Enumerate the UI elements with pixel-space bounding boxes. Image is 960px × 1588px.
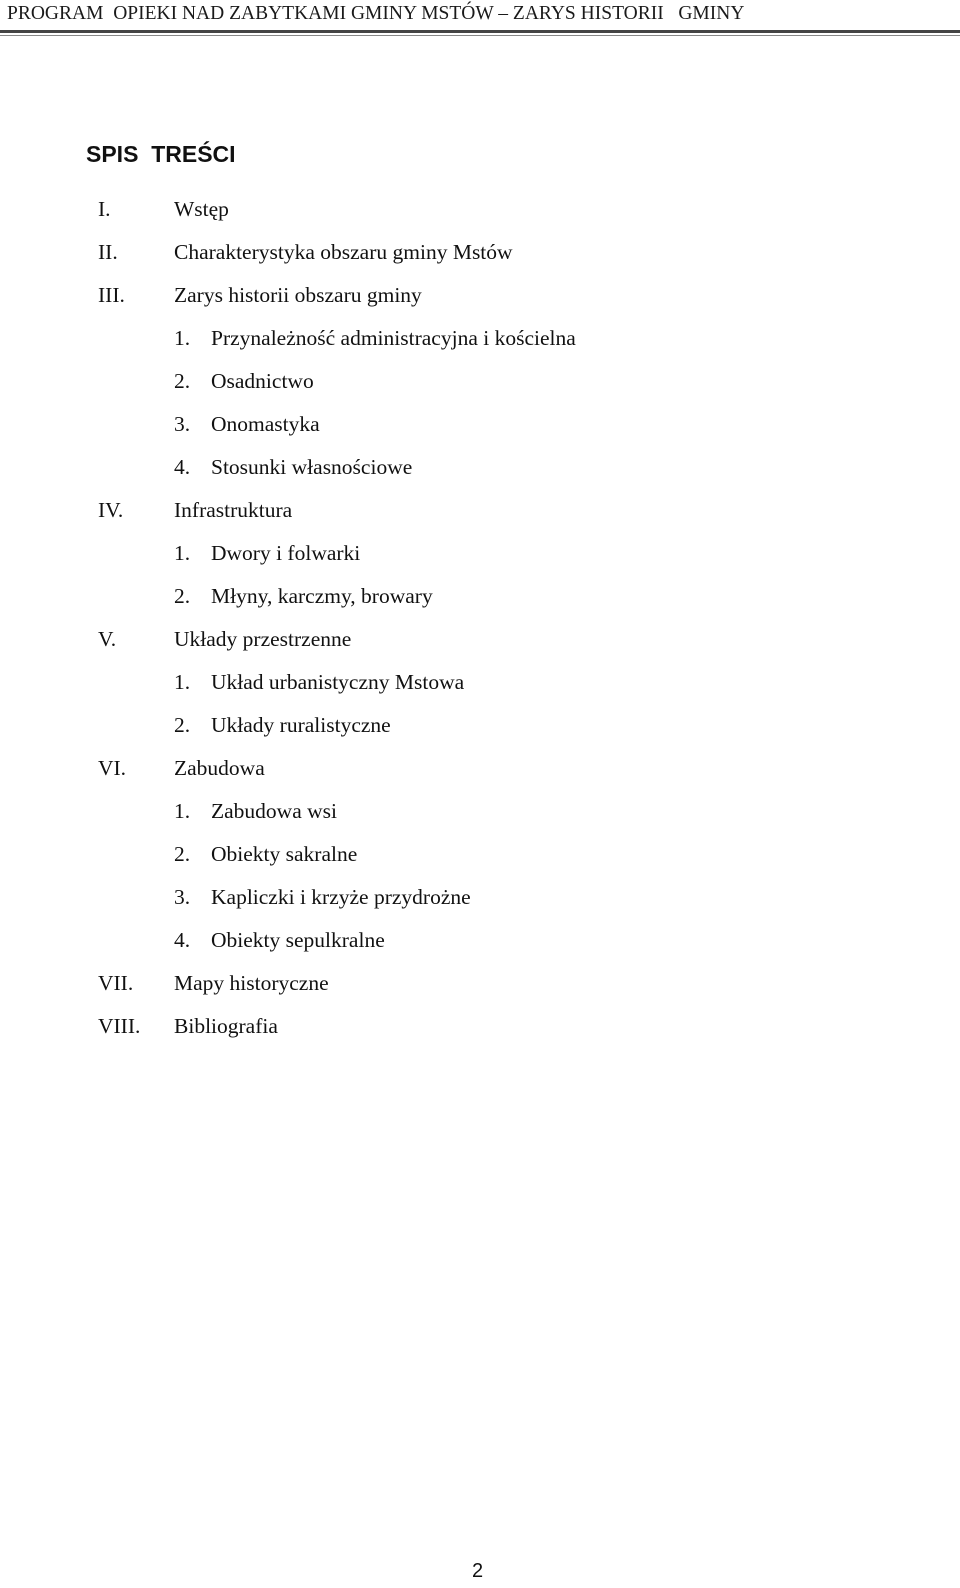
- toc-subentry-number: 1.: [174, 541, 191, 565]
- toc-subentry-text: Układy ruralistyczne: [211, 713, 391, 737]
- toc-subentry-text: Obiekty sakralne: [211, 842, 358, 866]
- toc-subentry-number: 1.: [174, 670, 191, 694]
- page-number: 2: [472, 1560, 484, 1582]
- toc-subentry-number: 1.: [174, 799, 191, 823]
- toc-entry-text: Zarys historii obszaru gminy: [174, 283, 422, 307]
- header-rule-thin: [0, 35, 960, 36]
- toc-entry-text: Bibliografia: [174, 1014, 278, 1038]
- toc-entry-number: I.: [98, 197, 111, 221]
- toc-subentry-text: Dwory i folwarki: [211, 541, 361, 565]
- toc-entry-number: II.: [98, 240, 118, 264]
- toc-subentry-number: 2.: [174, 713, 191, 737]
- toc-entry-number: VII.: [98, 971, 134, 995]
- toc-entry-text: Charakterystyka obszaru gminy Mstów: [174, 240, 513, 264]
- toc-subentry-number: 3.: [174, 412, 191, 436]
- toc-subentry-number: 1.: [174, 326, 191, 350]
- toc-subentry-number: 2.: [174, 842, 191, 866]
- toc-entry-text: Infrastruktura: [174, 498, 293, 522]
- toc-subentry-text: Obiekty sepulkralne: [211, 928, 385, 952]
- toc-entry-number: IV.: [98, 498, 124, 522]
- toc-subentry-number: 3.: [174, 885, 191, 909]
- toc-subentry-text: Młyny, karczmy, browary: [211, 584, 433, 608]
- toc-subentry-number: 4.: [174, 928, 191, 952]
- toc-subentry-text: Układ urbanistyczny Mstowa: [211, 670, 465, 694]
- toc-title: SPIS TREŚCI: [86, 141, 236, 167]
- toc-entry-text: Zabudowa: [174, 756, 265, 780]
- toc-entry-number: III.: [98, 283, 125, 307]
- toc-subentry-text: Zabudowa wsi: [211, 799, 337, 823]
- toc-entry-text: Wstęp: [174, 197, 229, 221]
- toc-subentry-text: Kapliczki i krzyże przydrożne: [211, 885, 471, 909]
- toc-entry-text: Mapy historyczne: [174, 971, 329, 995]
- toc-entry-number: VI.: [98, 756, 127, 780]
- toc-subentry-text: Osadnictwo: [211, 369, 314, 393]
- running-header: PROGRAM OPIEKI NAD ZABYTKAMI GMINY MSTÓW – ZARYS HISTORII GMINY: [7, 3, 745, 24]
- toc-subentry-text: Stosunki własnościowe: [211, 455, 413, 479]
- toc-subentry-number: 2.: [174, 584, 191, 608]
- header-rule: [0, 30, 960, 33]
- toc-subentry-number: 4.: [174, 455, 191, 479]
- toc-subentry-text: Przynależność administracyjna i kościelna: [211, 326, 576, 350]
- toc-entry-text: Układy przestrzenne: [174, 627, 352, 651]
- toc-subentry-number: 2.: [174, 369, 191, 393]
- toc-entry-number: V.: [98, 627, 117, 651]
- toc-subentry-text: Onomastyka: [211, 412, 320, 436]
- toc-entry-number: VIII.: [98, 1014, 141, 1038]
